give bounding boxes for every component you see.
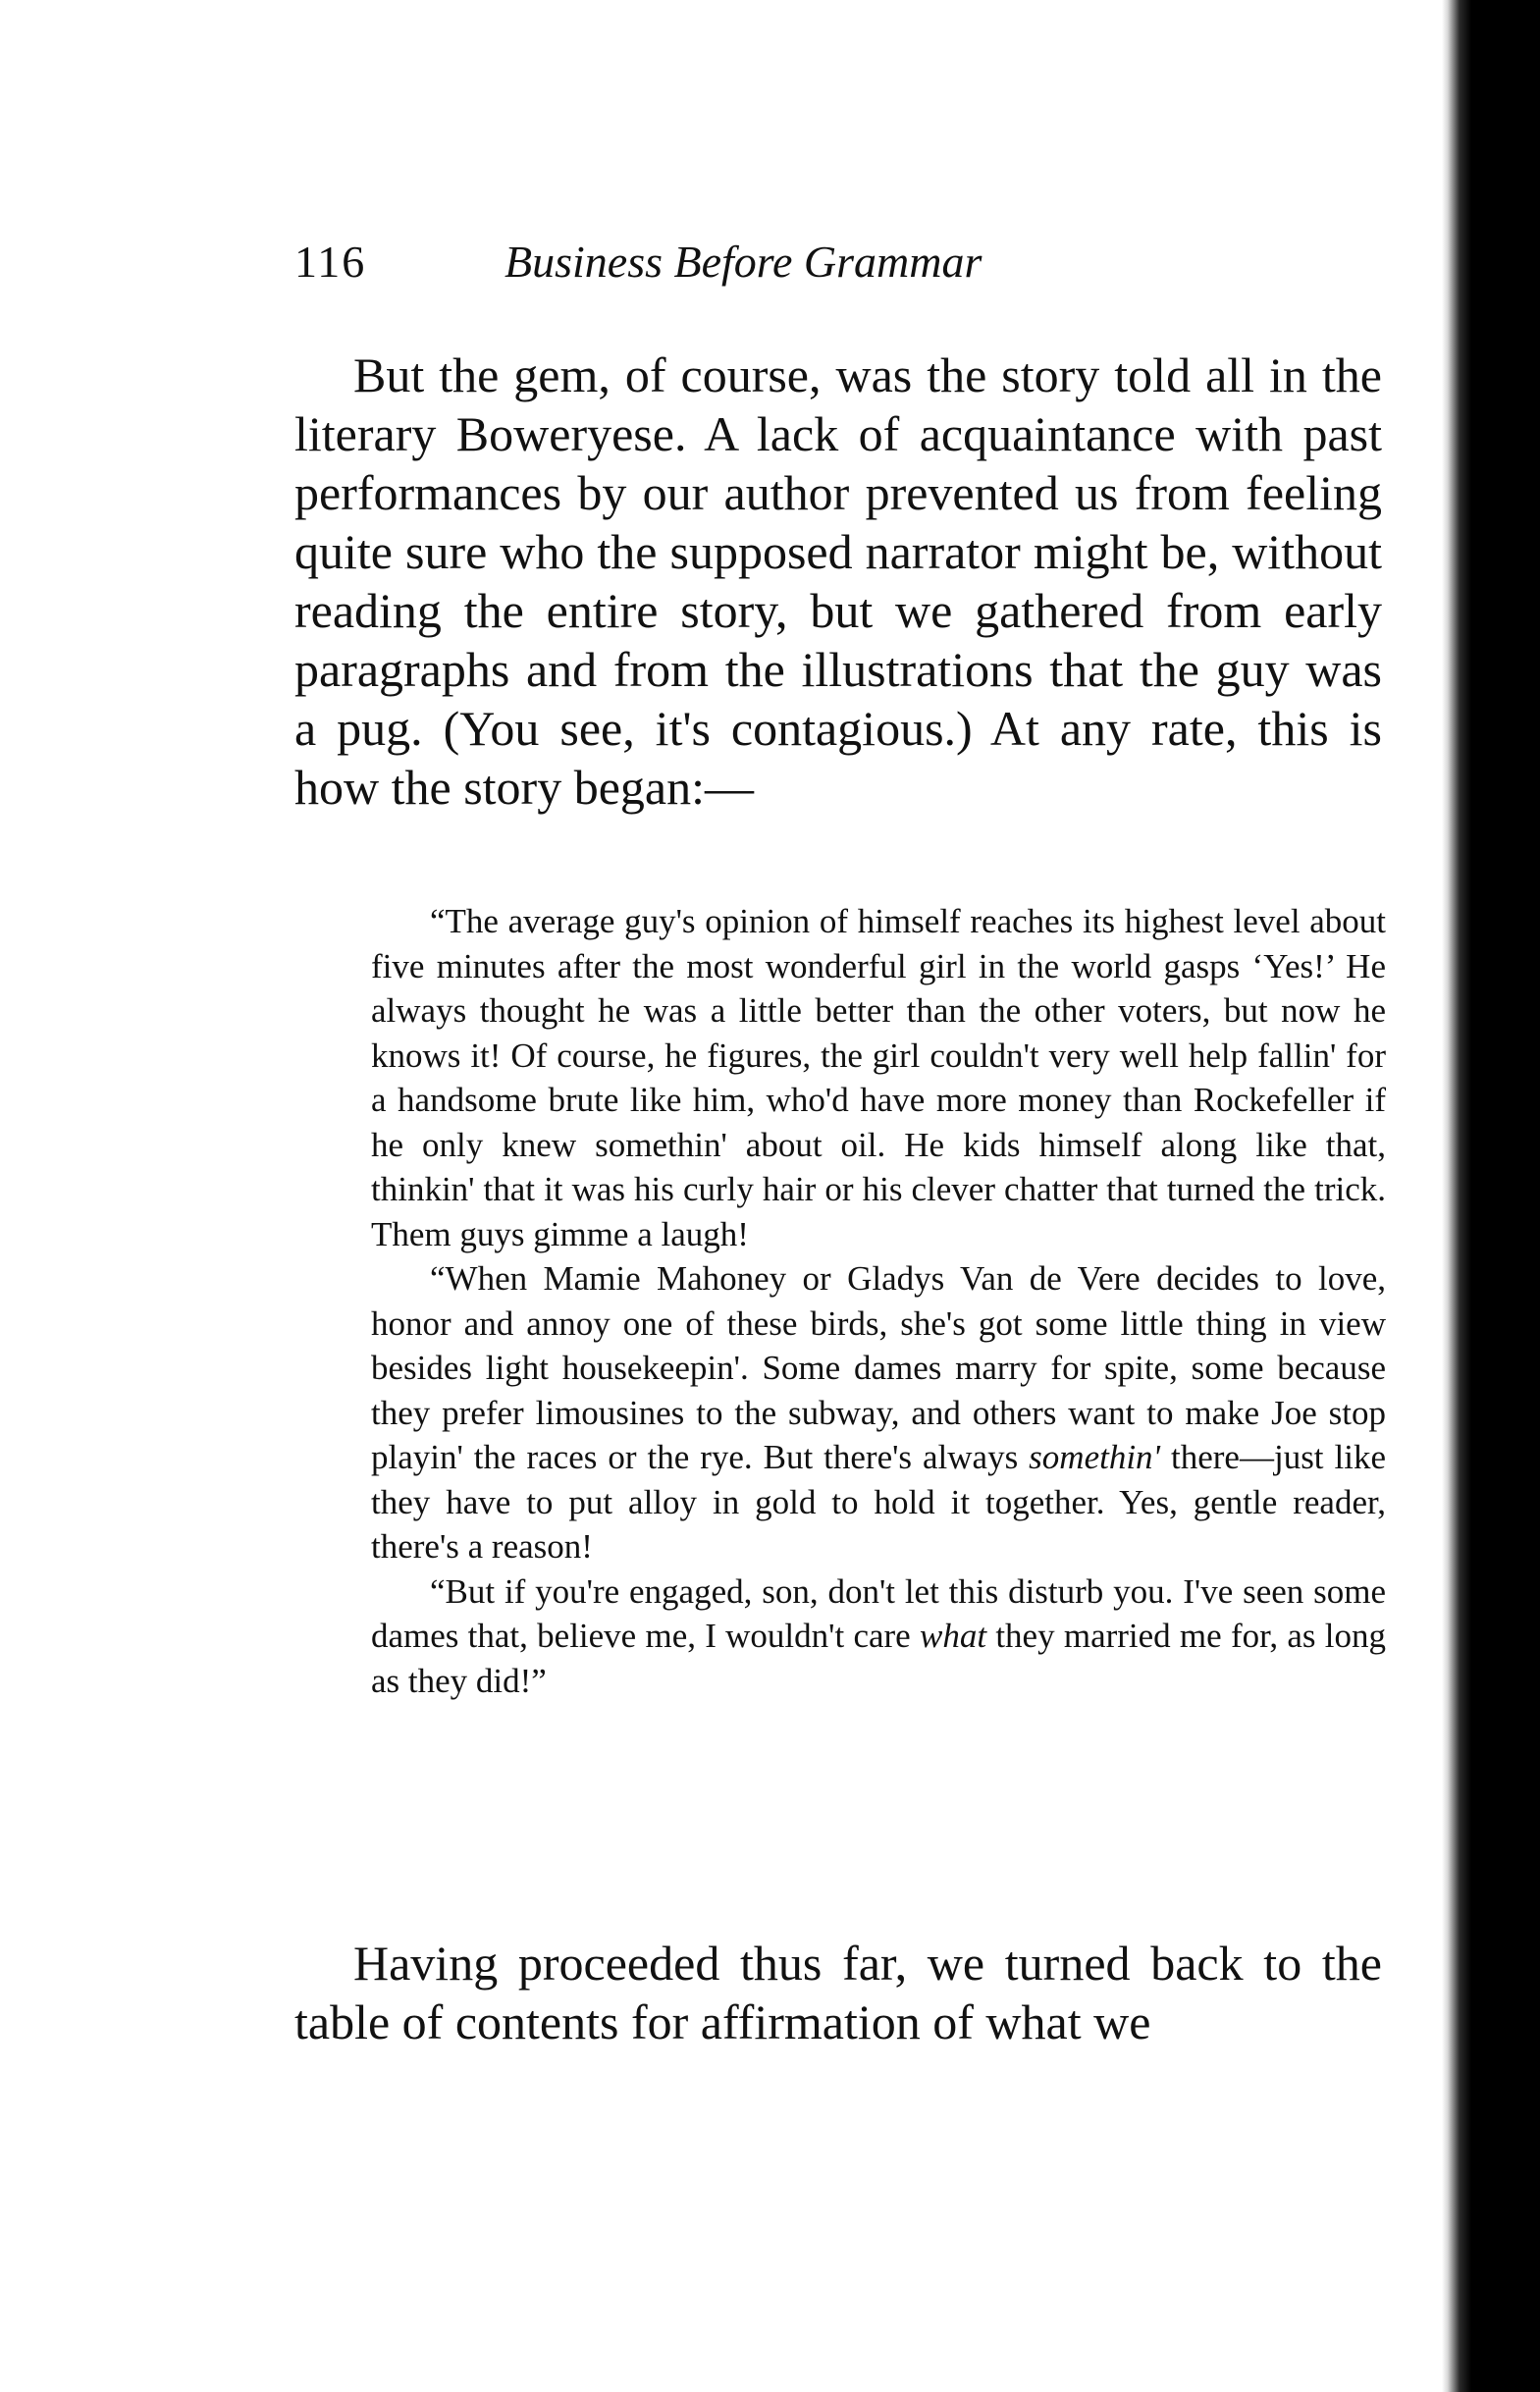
running-title: Business Before Grammar [504,237,982,287]
body-paragraph-closing: Having proceeded thus far, we turned back to the table of contents for affirmation of what we [294,1936,1382,2049]
quote-paragraph-2-italic: somethin' [1029,1438,1161,1476]
quoted-excerpt [371,899,1386,1703]
quote-paragraph-3-text-a: “But if you're engaged, son, don't let this disturb you. I've seen some dames that, believe me, I wouldn't care [371,1571,1386,1655]
page-number: 116 [294,237,367,287]
body-paragraph-1: But the gem, of course, was the story told all in the literary Boweryese. A lack of acquaintance with past performances by our author prevented us from feeling quite sure who the supposed narrator might be, without reading the entire story, but we gathered from early paragraphs and from the illustrations that the guy was a pug. (You see, it's contagious.) At any rate, this is how the story began:— [294,347,1382,815]
quote-paragraph-1: “The average guy's opinion of himself reaches its highest level about five minutes after the most wonderful girl in the world gasps ‘Yes!’ He always thought he was a little better than the other voters, but now he knows it! Of course, he figures, the girl couldn't very well help fallin' for a handsome brute like him, who'd have more money than Rockefeller if he only knew somethin' about oil. He kids himself along like that, thinkin' that it was his curly hair or his clever chatter that turned the trick. Them guys gimme a laugh! [371,902,1386,1253]
quote-paragraph-2 [371,1256,1386,1569]
scan-binding-edge [1442,0,1540,2392]
page-header [294,236,1384,304]
quote-paragraph-3-italic: what [919,1617,987,1655]
quote-paragraph-3 [371,1569,1386,1704]
quote-paragraph-2-text-b: there—just like they have to put alloy in gold to hold it together. Yes, gentle reader, there's a reason! [371,1438,1386,1566]
quote-paragraph-3-text-b: they married me for, as long as they did!” [371,1617,1387,1700]
quote-paragraph-2-text-a: “When Mamie Mahoney or Gladys Van de Vere decides to love, honor and annoy one of these birds, she's got some little thing in view besides light housekeepin'. Some dames marry for spite, some because they prefer limousines to the subway, and others want to make Joe stop playin' the races or the rye. But there's always [371,1259,1386,1476]
